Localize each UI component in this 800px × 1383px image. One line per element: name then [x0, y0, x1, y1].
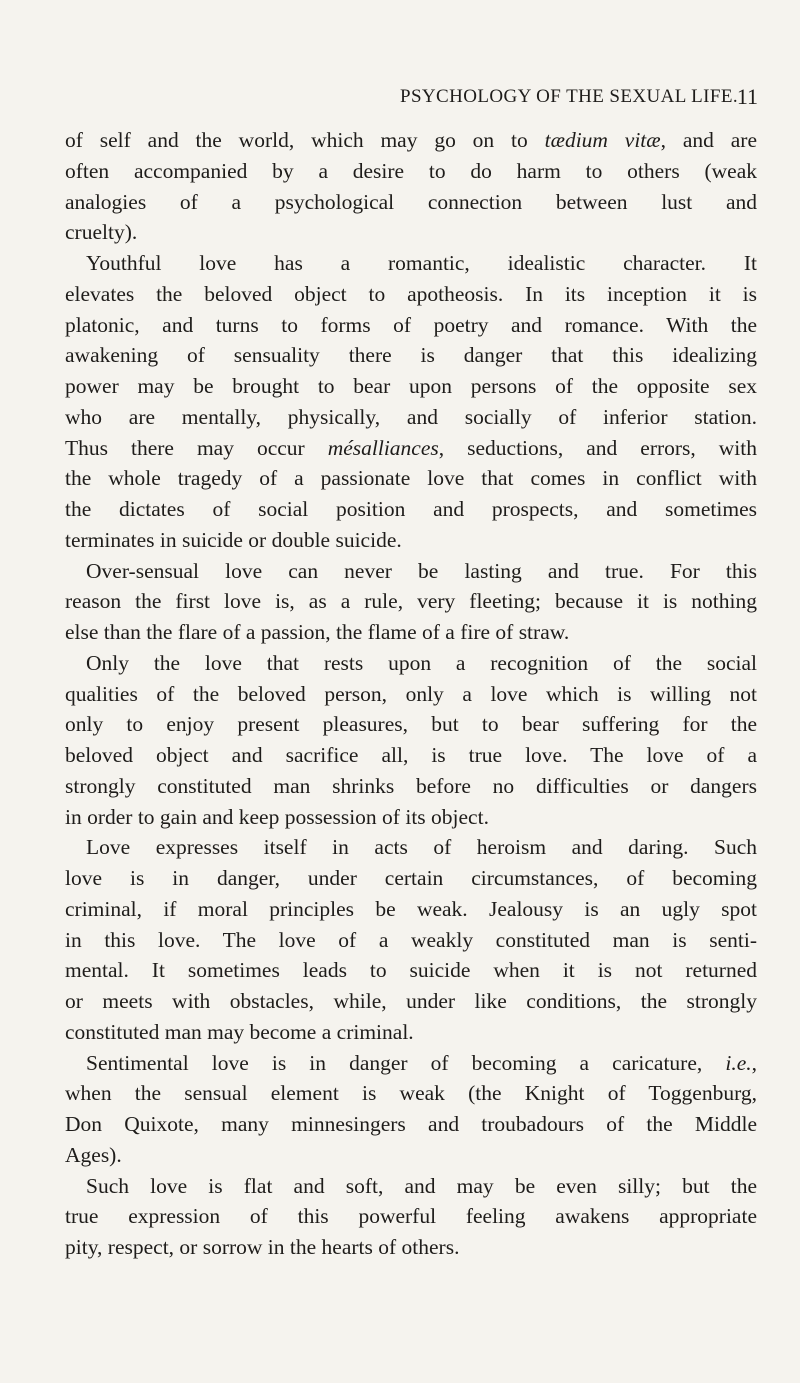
text-segment: Ages). — [65, 1142, 122, 1167]
text-segment: Love expresses itself in acts of heroism and daring. Such — [86, 835, 757, 860]
text-line — [65, 802, 757, 833]
text-line — [65, 340, 757, 371]
text-line — [65, 771, 757, 802]
text-segment: Such love is flat and soft, and may be even silly; but the — [86, 1173, 757, 1198]
text-segment: Sentimental love is in danger of becoming a caricature, — [86, 1050, 726, 1075]
text-segment: the whole tragedy of a passionate love that comes in conflict with — [65, 466, 757, 491]
text-segment: when the sensual element is weak (the Knight of Toggenburg, — [65, 1081, 757, 1106]
text-segment: true expression of this powerful feeling awakens appropriate — [65, 1204, 757, 1229]
text-segment: or meets with obstacles, while, under like conditions, the strongly — [65, 989, 757, 1013]
text-line — [65, 463, 757, 494]
text-line — [65, 279, 757, 310]
text-line — [65, 894, 757, 925]
text-line — [65, 494, 757, 525]
text-line — [65, 617, 757, 648]
text-segment: pity, respect, or sorrow in the hearts of others. — [65, 1235, 460, 1259]
text-segment: Thus there may occur — [65, 435, 328, 460]
italic-text: i.e. — [725, 1050, 752, 1075]
text-line — [65, 556, 757, 587]
text-segment: analogies of a psychological connection between lust and — [65, 189, 757, 214]
text-segment: , — [751, 1050, 757, 1075]
italic-text: mésalliances — [327, 435, 439, 460]
text-segment: in order to gain and keep possession of its object. — [65, 804, 489, 829]
text-segment: Only the love that rests upon a recognition of the social — [86, 650, 757, 675]
text-line — [65, 1109, 757, 1140]
text-segment: reason the first love is, as a rule, very fleeting; because it is nothing — [65, 589, 757, 614]
text-line — [65, 1232, 757, 1263]
text-segment: love is in danger, under certain circumstances, of becoming — [65, 866, 757, 890]
text-line — [65, 433, 757, 464]
text-line — [65, 125, 757, 156]
text-line — [65, 986, 757, 1017]
text-line — [65, 709, 757, 740]
text-segment: terminates in suicide or double suicide. — [65, 527, 402, 552]
text-segment: elevates the beloved object to apotheosis. In its inception it is — [65, 281, 757, 306]
text-segment: awakening of sensuality there is danger that this idealizing — [65, 343, 757, 368]
text-segment: cruelty). — [65, 220, 138, 245]
text-segment: platonic, and turns to forms of poetry and romance. With the — [65, 312, 757, 337]
text-line — [65, 217, 757, 248]
text-line — [65, 371, 757, 402]
page-number: 11 — [736, 84, 758, 109]
text-line — [65, 1048, 757, 1079]
text-segment: else than the flare of a passion, the flame of a fire of straw. — [65, 620, 570, 644]
text-segment: strongly constituted man shrinks before no difficulties or dangers — [65, 773, 757, 798]
text-line — [65, 1201, 757, 1232]
text-segment: often accompanied by a desire to do harm to others (weak — [65, 158, 757, 183]
text-line — [65, 1017, 757, 1048]
text-segment: who are mentally, physically, and socially of inferior station. — [65, 404, 757, 429]
text-line — [65, 925, 757, 956]
text-segment: beloved object and sacrifice all, is true love. The love of a — [65, 743, 757, 767]
text-line — [65, 310, 757, 341]
text-segment: only to enjoy present pleasures, but to bear suffering for the — [65, 712, 757, 737]
running-title: PSYCHOLOGY OF THE SEXUAL LIFE. — [400, 86, 739, 107]
italic-text: tædium vitæ — [544, 128, 661, 152]
text-segment: Don Quixote, many minnesingers and troubadours of the Middle — [65, 1112, 757, 1136]
text-line — [65, 740, 757, 771]
body-text — [65, 125, 757, 1263]
text-line — [65, 525, 757, 556]
text-line — [65, 648, 757, 679]
text-line — [65, 863, 757, 894]
text-line — [65, 248, 757, 279]
text-line — [65, 402, 757, 433]
text-segment: qualities of the beloved person, only a love which is willing not — [65, 681, 757, 706]
text-line — [65, 586, 757, 617]
text-line — [65, 1140, 757, 1171]
text-segment: criminal, if moral principles be weak. Jealousy is an ugly spot — [65, 896, 757, 921]
text-segment: the dictates of social position and prospects, and sometimes — [65, 497, 757, 521]
text-segment: of self and the world, which may go on to — [65, 128, 545, 152]
text-line — [65, 156, 757, 187]
text-segment: Over-sensual love can never be lasting and true. For this — [86, 558, 757, 583]
text-segment: , and are — [660, 128, 757, 152]
text-line — [65, 955, 757, 986]
text-line — [65, 187, 757, 218]
text-segment: constituted man may become a criminal. — [65, 1019, 414, 1044]
text-line — [65, 832, 757, 863]
text-segment: Youthful love has a romantic, idealistic character. It — [86, 251, 757, 275]
text-line — [65, 679, 757, 710]
text-segment: , seductions, and errors, with — [438, 435, 757, 460]
text-segment: power may be brought to bear upon persons of the opposite sex — [65, 374, 757, 398]
running-head — [400, 86, 760, 116]
text-segment: mental. It sometimes leads to suicide when it is not returned — [65, 958, 757, 983]
text-line — [65, 1078, 757, 1109]
text-line — [65, 1171, 757, 1202]
text-segment: in this love. The love of a weakly constituted man is senti- — [65, 927, 757, 952]
